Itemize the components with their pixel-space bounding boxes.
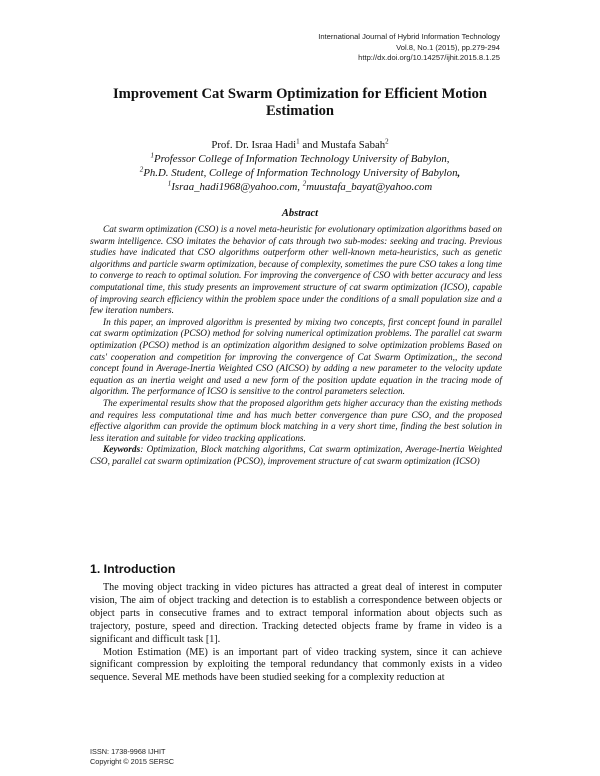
introduction-body bbox=[90, 582, 502, 685]
affil-1-text: Professor College of Information Technology University of Babylon, bbox=[154, 153, 450, 165]
paper-title bbox=[0, 86, 600, 120]
email-1[interactable]: Israa_hadi1968@yahoo.com, bbox=[171, 181, 303, 193]
author-2-sup: 2 bbox=[385, 137, 389, 146]
abstract-heading: Abstract bbox=[281, 208, 319, 219]
email-2[interactable]: muustafa_bayat@yahoo.com bbox=[306, 181, 433, 193]
keywords bbox=[90, 445, 502, 468]
affiliation-2 bbox=[0, 166, 600, 180]
keywords-label: Keywords bbox=[103, 445, 141, 456]
author-1: Prof. Dr. Israa Hadi bbox=[211, 139, 297, 151]
author-and: and bbox=[299, 139, 321, 151]
journal-doi: http://dx.doi.org/10.14257/ijhit.2015.8.1.25 bbox=[358, 53, 500, 62]
title-line-1: Improvement Cat Swarm Optimization for Efficient Motion bbox=[113, 86, 487, 102]
affiliations bbox=[0, 152, 600, 194]
keywords-text: : Optimization, Block matching algorithms, Cat swarm optimization, Average-Inertia Weighted CSO, parallel cat swarm optimization (PCSO), improvement structure of cat swarm optimization (ICSO) bbox=[90, 445, 502, 467]
abstract-paragraph-1: Cat swarm optimization (CSO) is a novel meta-heuristic for evolutionary optimization algorithms based on swarm intelligence. CSO imitates the behavior of cats through two sub-modes: seeking and tracing. Previous studies have indicated that CSO algorithms outperform other well-known meta-heuristics, such as genetic algorithms and particle swarm optimization, because of complexity, sometimes the pure CSO takes a long time to converge to reach to optimal solution. For improving the convergence of CSO with better accuracy and less computational time, this study presents an improvement structure of cat swarm optimization (ICSO), capable of improving search efficiency within the problem space under the conditions of a small population size and a few iteration numbers. bbox=[90, 225, 502, 317]
affil-2-text: Ph.D. Student, College of Information Technology University of Babylon bbox=[143, 167, 458, 179]
intro-paragraph-2: Motion Estimation (ME) is an important part of video tracking system, since it can achieve significant compression by exploiting the temporal redundancy that commonly exists in a video sequence. Several ME methods have been studied seeking for a complexity reduction at bbox=[90, 646, 502, 684]
footer-copyright: Copyright © 2015 SERSC bbox=[90, 757, 175, 766]
affil-2-sup: 2 bbox=[139, 165, 144, 174]
intro-paragraph-1: The moving object tracking in video pictures has attracted a great deal of interest in computer vision, The aim of object tracking and detection is to establish a correspondence between objects or object parts in consecutive frames and to extract temporal information about objects such as trajectory, posture, speed and direction. Tracking detected objects frame by frame in video is a significant and difficult task [1]. bbox=[90, 582, 502, 645]
affil-2-trail: , bbox=[457, 167, 461, 179]
emails bbox=[0, 180, 600, 194]
affiliation-1 bbox=[0, 152, 600, 166]
abstract-paragraph-2: In this paper, an improved algorithm is presented by mixing two concepts, first concept found in parallel cat swarm optimization (PCSO) method for solving numerical optimization problems. The parallel cat swarm optimization (PCSO) method is an optimization algorithm designed to solve optimization problems Based on cats' cooperation and competition for improving the convergence of Cat Swarm Optimization,, the second concept found in Average-Inertia Weighted CSO (AICSO) by adding a new parameter to the velocity update equation as an inertia weight and used a new form of the position update equation in the tracing mode of algorithm. The performance of ICSO is sensitive to the control parameters selection. bbox=[90, 317, 502, 398]
footer-issn: ISSN: 1738-9968 IJHIT bbox=[90, 747, 166, 756]
journal-header bbox=[318, 32, 500, 64]
email-1-sup: 1 bbox=[167, 179, 172, 188]
journal-name: International Journal of Hybrid Information Technology bbox=[318, 32, 500, 41]
journal-volume: Vol.8, No.1 (2015), pp.279-294 bbox=[396, 42, 500, 52]
introduction-heading: 1. Introduction bbox=[90, 562, 176, 576]
author-block bbox=[0, 138, 600, 194]
page-footer bbox=[90, 747, 174, 767]
email-2-sup: 2 bbox=[302, 179, 307, 188]
abstract-paragraph-3: The experimental results show that the proposed algorithm gets higher accuracy than the existing methods and requires less computational time and has much better convergence than pure CSO, and the proposed effective algorithm can provide the optimum block matching in a very short time, finding the best solution in less iteration and suitable for video tracking applications. bbox=[90, 398, 502, 444]
abstract-body bbox=[90, 225, 502, 468]
author-names bbox=[0, 138, 600, 152]
affil-1-sup: 1 bbox=[150, 151, 154, 160]
author-2: Mustafa Sabah bbox=[320, 139, 386, 151]
author-1-sup: 1 bbox=[296, 137, 300, 146]
title-line-2: Estimation bbox=[265, 103, 335, 119]
